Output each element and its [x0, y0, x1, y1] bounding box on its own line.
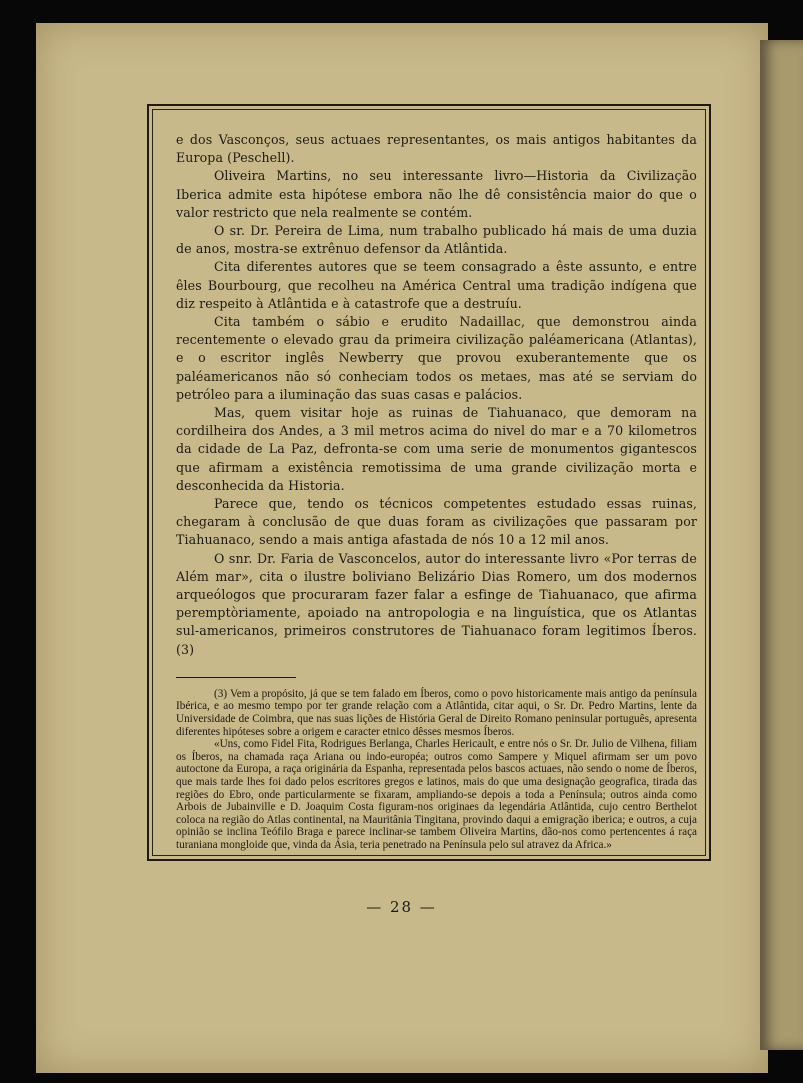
body-paragraph: Parece que, tendo os técnicos competentes estudado essas ruinas, chegaram à conclusão de que duas foram as civilizações que passaram por Tiahuanaco, sendo a mais antiga afastada de nós 10 a 12 mil anos.: [176, 496, 697, 548]
main-text: [176, 131, 697, 659]
body-paragraph: e dos Vasconços, seus actuaes representantes, os mais antigos habitantes da Europa (Peschell).: [176, 132, 697, 166]
body-paragraph: Oliveira Martins, no seu interessante livro—Historia da Civilização Iberica admite esta hipótese embora não lhe dê consistência maior do que o valor restricto que nela realmente se contém.: [176, 168, 697, 220]
footnote-paragraph: (3) Vem a propósito, já que se tem falado em Íberos, como o povo historicamente mais antigo da península Ibérica, e ao mesmo tempo por ter grande relação com a Atlântida, citar aqui, o Sr. Dr. Pedro Martins, lente da Universidade de Coimbra, que nas suas lições de História Geral de Direito Romano peninsular português, apresenta diferentes hipóteses sobre a origem e caracter etnico dêsses mesmos Íberos.: [176, 687, 697, 738]
body-paragraph: Cita diferentes autores que se teem consagrado a êste assunto, e entre êles Bourbourg, que recolheu na América Central uma tradição indígena que diz respeito à Atlântida e à catastrofe que a destruíu.: [176, 259, 697, 311]
body-paragraph: O snr. Dr. Faria de Vasconcelos, autor do interessante livro «Por terras de Além mar», cita o ilustre boliviano Belizário Dias Romero, um dos modernos arqueólogos que procuraram fazer falar a esfinge de Tiahuanaco, que afirma peremptòriamente, apoiado na antropologia e na linguística, que os Atlantas sul-americanos, primeiros construtores de Tiahuanaco foram legitimos Íberos. (3): [176, 550, 697, 657]
page-number: — 28 —: [366, 898, 437, 916]
body-paragraph: Cita também o sábio e erudito Nadaillac, que demonstrou ainda recentemente o elevado grau da primeira civilização paléamericana (Atlantas), e o escritor inglês Newberry que provou exuberantemente que os paléamericanos não só conheciam todos os metaes, mas até se serviam do petróleo para a iluminação das suas casas e palácios.: [176, 314, 697, 402]
body-paragraph: Mas, quem visitar hoje as ruinas de Tiahuanaco, que demoram na cordilheira dos Andes, a 3 mil metros acima do nivel do mar e a 70 kilometros da cidade de La Paz, defronta-se com uma serie de monumentos gigantescos que afirmam a existência remotissima de uma grande civilização morta e desconhecida da Historia.: [176, 405, 697, 493]
footnote-separator: [176, 677, 296, 678]
footnote-paragraph: «Uns, como Fidel Fita, Rodrigues Berlanga, Charles Hericault, e entre nós o Sr. Dr. Julio de Vilhena, filiam os Íberos, na chamada raça Ariana ou indo-européa; outros como Sampere y Miquel afirmam ser um povo autoctone da Europa, a raça originária da Espanha, representada pelos bascos actuaes, não sendo o nome de Íberos, que mais tarde lhes foi dado pelos escritores gregos e latinos, mais do que uma designação geografica, tirada das regiões do Ebro, onde particularmente se fixaram, ampliando-se depois a toda a Península; outros ainda como Arbois de Jubainville e D. Joaquim Costa figuram-nos originaes da legendária Atlântida, cujo centro Berthelot coloca na região do Atlas continental, na Mauritânia Tingitana, provindo daqui a emigração iberica; e outros, a cuja opinião se inclina Teófilo Braga e parece inclinar-se tambem Oliveira Martins, dão-nos como pertencentes á raça turaniana mongloide que, vinda da Ásia, teria penetrado na Península pelo sul atravez da Africa.»: [176, 738, 697, 852]
footnotes: [176, 688, 697, 852]
page-content: [176, 131, 697, 852]
body-paragraph: O sr. Dr. Pereira de Lima, num trabalho publicado há mais de uma duzia de anos, mostra-se extrênuo defensor da Atlântida.: [176, 223, 697, 257]
